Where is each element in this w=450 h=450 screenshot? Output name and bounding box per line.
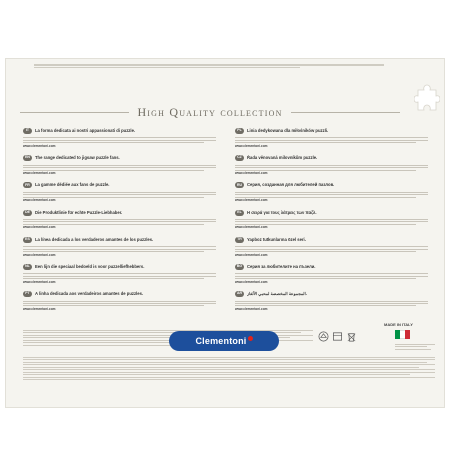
flag-red-stripe <box>405 330 410 339</box>
language-code-badge: NL <box>23 264 32 270</box>
text-line <box>235 165 428 166</box>
text-line <box>23 301 216 302</box>
text-line <box>23 165 216 166</box>
language-heading: La forma dedicata ai nostri appassionati di puzzle. <box>35 128 136 133</box>
language-heading: Řada věnovaná milovníkům puzzle. <box>247 155 318 161</box>
language-body-text <box>23 299 216 315</box>
left-language-column <box>23 128 216 318</box>
website-link[interactable]: www.clementoni.com <box>23 143 56 148</box>
language-body-text <box>23 163 216 179</box>
text-line <box>235 251 416 252</box>
language-section-it <box>23 128 216 152</box>
language-section-pl <box>235 128 428 152</box>
language-body-text <box>235 299 428 315</box>
language-heading: المجموعة المخصصة لمحبي الألغاز. <box>247 291 307 297</box>
language-code-badge: TR <box>235 237 244 243</box>
language-heading: The range dedicated to jigsaw puzzle fans. <box>35 155 120 161</box>
language-body-text <box>235 136 428 152</box>
text-line <box>235 137 428 138</box>
text-line <box>23 303 216 304</box>
language-code-badge: ES <box>23 237 32 243</box>
website-link[interactable]: www.clementoni.com <box>23 225 56 230</box>
right-language-column <box>235 128 428 318</box>
language-code-badge: BG <box>236 264 243 269</box>
text-line <box>23 276 216 277</box>
title-rule-right <box>291 112 400 113</box>
language-code-badge: RU <box>236 182 243 187</box>
language-heading: La línea dedicada a los verdaderos amantes de los puzzles. <box>35 236 154 242</box>
collection-title <box>20 104 400 120</box>
text-line <box>235 273 428 274</box>
text-line <box>235 219 428 220</box>
language-body-text <box>23 190 216 206</box>
language-heading: Серия, созданная для любителей пазлов. <box>247 182 335 188</box>
text-line <box>235 194 428 195</box>
text-line <box>235 167 428 168</box>
recycle-icon <box>318 331 329 342</box>
text-line <box>235 301 428 302</box>
website-link[interactable]: www.clementoni.com <box>235 170 268 175</box>
company-info <box>395 342 435 351</box>
language-heading: Η σειρά για τους λάτρεις των παζλ. <box>247 209 317 215</box>
language-heading: Linia dedykowana dla miłośników puzzli. <box>247 128 329 133</box>
made-in-label: MADE IN ITALY <box>384 322 413 327</box>
text-line <box>23 140 216 141</box>
bin-icon <box>346 331 357 342</box>
text-line <box>23 273 216 274</box>
language-heading: Een lijn die speciaal bedoeld is voor puzzelliefhebbers. <box>35 263 145 269</box>
puzzle-piece-icon <box>414 84 440 114</box>
text-line <box>235 140 428 141</box>
text-line <box>23 137 216 138</box>
language-body-text <box>235 272 428 288</box>
language-body-text <box>23 272 216 288</box>
language-heading: A linha dedicada aos verdadeiros amantes de puzzles. <box>35 291 144 297</box>
language-code-badge: DE <box>23 210 32 216</box>
language-section-nl <box>23 264 216 288</box>
website-link[interactable]: www.clementoni.com <box>23 198 56 203</box>
text-line <box>235 276 428 277</box>
language-code-badge: AR <box>236 291 243 296</box>
language-code-badge: PL <box>235 128 244 134</box>
multilingual-warnings <box>23 355 435 395</box>
text-line <box>23 251 204 252</box>
text-line <box>235 192 428 193</box>
website-link[interactable]: www.clementoni.com <box>235 279 268 284</box>
text-line <box>23 246 216 247</box>
text-line <box>235 221 428 222</box>
language-section-bg <box>235 264 428 288</box>
logo-dot <box>248 336 253 341</box>
language-section-ar <box>235 291 428 315</box>
language-heading: Yapboz tutkunlarına özel seri. <box>247 236 306 242</box>
language-section-tr <box>235 237 428 261</box>
language-body-text <box>23 218 216 234</box>
language-code-badge: PT <box>23 291 32 297</box>
language-section-ru <box>235 182 428 206</box>
website-link[interactable]: www.clementoni.com <box>235 306 268 311</box>
language-code-badge: EN <box>23 155 32 161</box>
language-heading: La gamme dédiée aux fans de puzzle. <box>35 182 110 188</box>
text-line <box>23 167 216 168</box>
brand-logo <box>169 331 279 351</box>
language-body-text <box>235 163 428 179</box>
language-code-badge: IT <box>23 128 32 134</box>
title-text: High Quality collection <box>137 104 283 119</box>
text-line <box>23 194 216 195</box>
title-rule-left <box>20 112 129 113</box>
top-description <box>34 63 414 77</box>
language-section-fr <box>23 182 216 206</box>
language-section-pt <box>23 291 216 315</box>
text-line <box>235 249 428 250</box>
text-line <box>23 249 216 250</box>
website-link[interactable]: www.clementoni.com <box>23 252 56 257</box>
language-heading: Серия за любителите на пъзели. <box>247 263 316 269</box>
website-link[interactable]: www.clementoni.com <box>235 225 268 230</box>
language-body-text <box>23 136 216 152</box>
text-line <box>23 219 216 220</box>
language-body-text <box>23 245 216 261</box>
website-link[interactable]: www.clementoni.com <box>23 306 56 311</box>
website-link[interactable]: www.clementoni.com <box>235 143 268 148</box>
recycling-symbols <box>318 331 368 343</box>
website-link[interactable]: www.clementoni.com <box>235 198 268 203</box>
box-symbol-icon <box>332 331 343 342</box>
language-code-badge: FR <box>23 182 32 188</box>
language-section-el <box>235 210 428 234</box>
language-section-es <box>23 237 216 261</box>
website-link[interactable]: www.clementoni.com <box>235 252 268 257</box>
website-link[interactable]: www.clementoni.com <box>23 170 56 175</box>
website-link[interactable]: www.clementoni.com <box>23 279 56 284</box>
text-line <box>23 192 216 193</box>
language-section-de <box>23 210 216 234</box>
language-heading: Die Produktlinie für echte Puzzle-Liebhaber. <box>35 209 123 215</box>
language-body-text <box>235 218 428 234</box>
text-line <box>235 303 428 304</box>
brand-name: Clementoni <box>195 336 247 346</box>
language-body-text <box>235 190 428 206</box>
text-line <box>235 246 428 247</box>
text-line <box>23 221 216 222</box>
language-body-text <box>235 245 428 261</box>
language-section-en <box>23 155 216 179</box>
language-code-badge: CZ <box>235 155 244 161</box>
italy-flag-icon <box>395 330 410 339</box>
language-code-badge: EL <box>235 210 244 216</box>
language-section-cz <box>235 155 428 179</box>
